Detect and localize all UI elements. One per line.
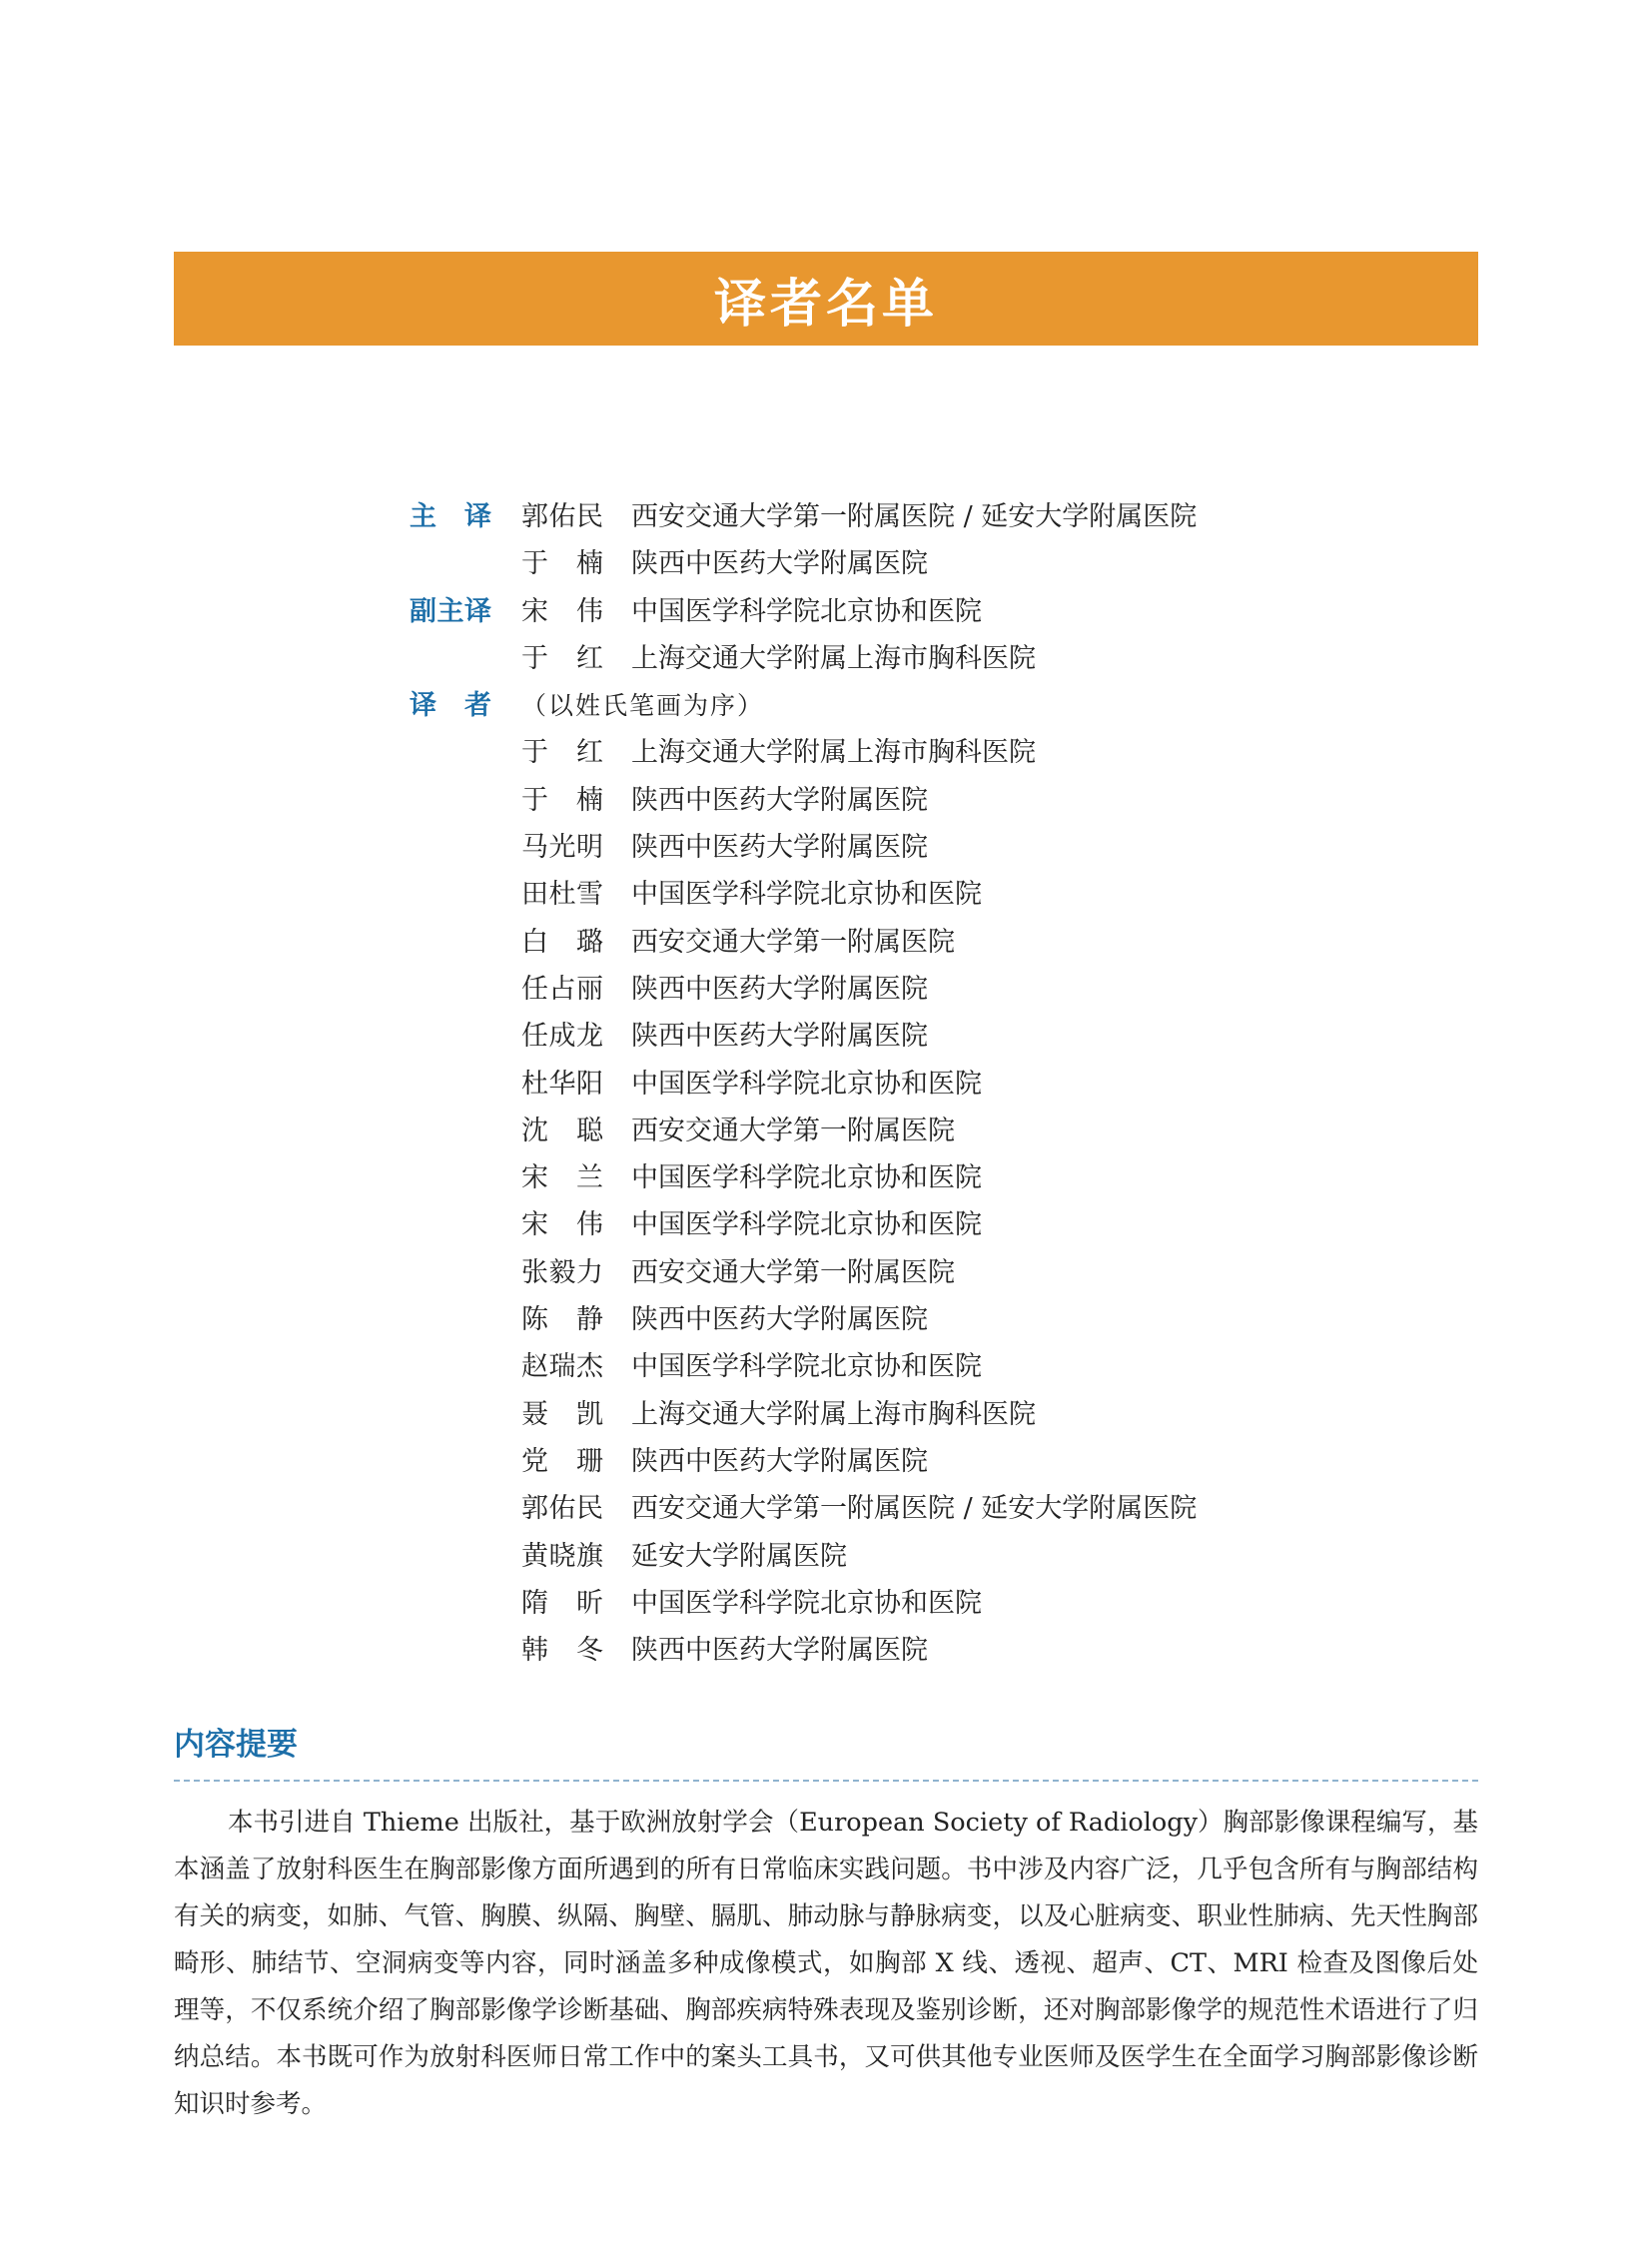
- translator-row: [410, 1154, 1308, 1201]
- translator-row: [410, 777, 1308, 824]
- translator-name: 郭佑民: [521, 501, 603, 532]
- translator-name: 宋伟: [521, 595, 603, 627]
- translator-name: 陈静: [521, 1304, 603, 1336]
- translator-name: 于红: [521, 737, 603, 769]
- translator-row: [410, 919, 1308, 966]
- translator-name: 于楠: [521, 784, 603, 816]
- translator-name: 隋昕: [521, 1587, 603, 1619]
- translator-name: 马光明: [521, 832, 603, 864]
- translator-row: [410, 871, 1308, 918]
- translator-row: [410, 824, 1308, 871]
- translator-name: 赵瑞杰: [521, 1351, 603, 1383]
- translator-affiliation: 陕西中医药大学附属医院: [631, 1445, 928, 1477]
- translator-affiliation: 西安交通大学第一附属医院: [631, 1256, 955, 1288]
- translator-affiliation: 中国医学科学院北京协和医院: [631, 1162, 982, 1194]
- translator-row: [410, 1061, 1308, 1108]
- translator-affiliation: 中国医学科学院北京协和医院: [631, 879, 982, 911]
- summary-heading: 内容提要: [174, 1727, 298, 1763]
- translator-affiliation: 中国医学科学院北京协和医院: [631, 1209, 982, 1241]
- translator-name: 韩冬: [521, 1635, 603, 1667]
- translator-name: 黄晓旗: [521, 1540, 603, 1572]
- translator-affiliation: 西安交通大学第一附属医院 / 延安大学附属医院: [631, 1493, 1198, 1525]
- role-label: 副主译: [410, 595, 491, 627]
- translator-row: [410, 1533, 1308, 1580]
- translator-name: 于红: [521, 642, 603, 674]
- translator-affiliation: 上海交通大学附属上海市胸科医院: [631, 1398, 1036, 1430]
- translator-affiliation: 陕西中医药大学附属医院: [631, 973, 928, 1005]
- translator-affiliation: 中国医学科学院北京协和医院: [631, 1068, 982, 1100]
- translator-affiliation: 陕西中医药大学附属医院: [631, 1021, 928, 1053]
- translator-name: 宋伟: [521, 1209, 603, 1241]
- translator-row: [410, 1580, 1308, 1627]
- translator-row: [410, 1485, 1308, 1532]
- translator-affiliation: 陕西中医药大学附属医院: [631, 548, 928, 580]
- translator-name: 宋兰: [521, 1162, 603, 1194]
- translator-affiliation: 陕西中医药大学附属医院: [631, 1635, 928, 1667]
- translator-row: [410, 1108, 1308, 1154]
- translator-list: [410, 493, 1308, 1674]
- translator-affiliation: 陕西中医药大学附属医院: [631, 1304, 928, 1336]
- translator-name: 任占丽: [521, 973, 603, 1005]
- translator-row: [410, 966, 1308, 1013]
- translator-name: 杜华阳: [521, 1068, 603, 1100]
- translator-affiliation: 陕西中医药大学附属医院: [631, 832, 928, 864]
- translator-affiliation: 陕西中医药大学附属医院: [631, 784, 928, 816]
- role-label: 主译: [410, 501, 491, 532]
- section-divider: [174, 1780, 1478, 1782]
- translator-row: [410, 682, 1308, 729]
- translator-affiliation: 中国医学科学院北京协和医院: [631, 1587, 982, 1619]
- role-label: 译者: [410, 690, 491, 722]
- translator-name: 党珊: [521, 1445, 603, 1477]
- translator-affiliation: 中国医学科学院北京协和医院: [631, 1351, 982, 1383]
- translator-row: [410, 1391, 1308, 1438]
- translator-name: 聂凯: [521, 1398, 603, 1430]
- translator-name: 任成龙: [521, 1021, 603, 1053]
- translator-name: 于楠: [521, 548, 603, 580]
- translator-affiliation: 延安大学附属医院: [631, 1540, 847, 1572]
- translator-row: [410, 1013, 1308, 1060]
- translator-row: [410, 1627, 1308, 1674]
- translator-affiliation: 中国医学科学院北京协和医院: [631, 595, 982, 627]
- translator-affiliation: 上海交通大学附属上海市胸科医院: [631, 642, 1036, 674]
- translator-affiliation: 西安交通大学第一附属医院 / 延安大学附属医院: [631, 501, 1198, 532]
- translator-row: [410, 493, 1308, 540]
- translator-row: [410, 1438, 1308, 1485]
- translator-name: 张毅力: [521, 1256, 603, 1288]
- ordering-note: （以姓氏笔画为序）: [521, 691, 765, 721]
- translator-name: 田杜雪: [521, 879, 603, 911]
- translator-row: [410, 635, 1308, 682]
- translator-name: 郭佑民: [521, 1493, 603, 1525]
- summary-text: 本书引进自 Thieme 出版社，基于欧洲放射学会（European Society of Radiology）胸部影像课程编写，基本涵盖了放射科医生在胸部影像方面所遇到的所有日常临床实践问题。书中涉及内容广泛，几乎包含所有与胸部结构有关的病变，如肺、气管、胸膜、纵隔、胸壁、膈肌、肺动脉与静脉病变，以及心脏病变、职业性肺病、先天性胸部畸形、肺结节、空洞病变等内容，同时涵盖多种成像模式，如胸部 X 线、透视、超声、CT、MRI 检查及图像后处理等，不仅系统介绍了胸部影像学诊断基础、胸部疾病特殊表现及鉴别诊断，还对胸部影像学的规范性术语进行了归纳总结。本书既可作为放射科医师日常工作中的案头工具书，又可供其他专业医师及医学生在全面学习胸部影像诊断知识时参考。: [174, 1808, 1478, 2119]
- translator-row: [410, 1343, 1308, 1390]
- title-banner: [174, 252, 1478, 346]
- translator-affiliation: 上海交通大学附属上海市胸科医院: [631, 737, 1036, 769]
- translator-affiliation: 西安交通大学第一附属医院: [631, 1115, 955, 1146]
- translator-row: [410, 1201, 1308, 1248]
- translator-row: [410, 588, 1308, 635]
- translator-row: [410, 729, 1308, 776]
- translator-row: [410, 1296, 1308, 1343]
- translator-row: [410, 1249, 1308, 1296]
- translator-name: 白璐: [521, 926, 603, 958]
- translator-name: 沈聪: [521, 1115, 603, 1146]
- translator-row: [410, 540, 1308, 587]
- page-title: 译者名单: [713, 274, 938, 335]
- translator-affiliation: 西安交通大学第一附属医院: [631, 926, 955, 958]
